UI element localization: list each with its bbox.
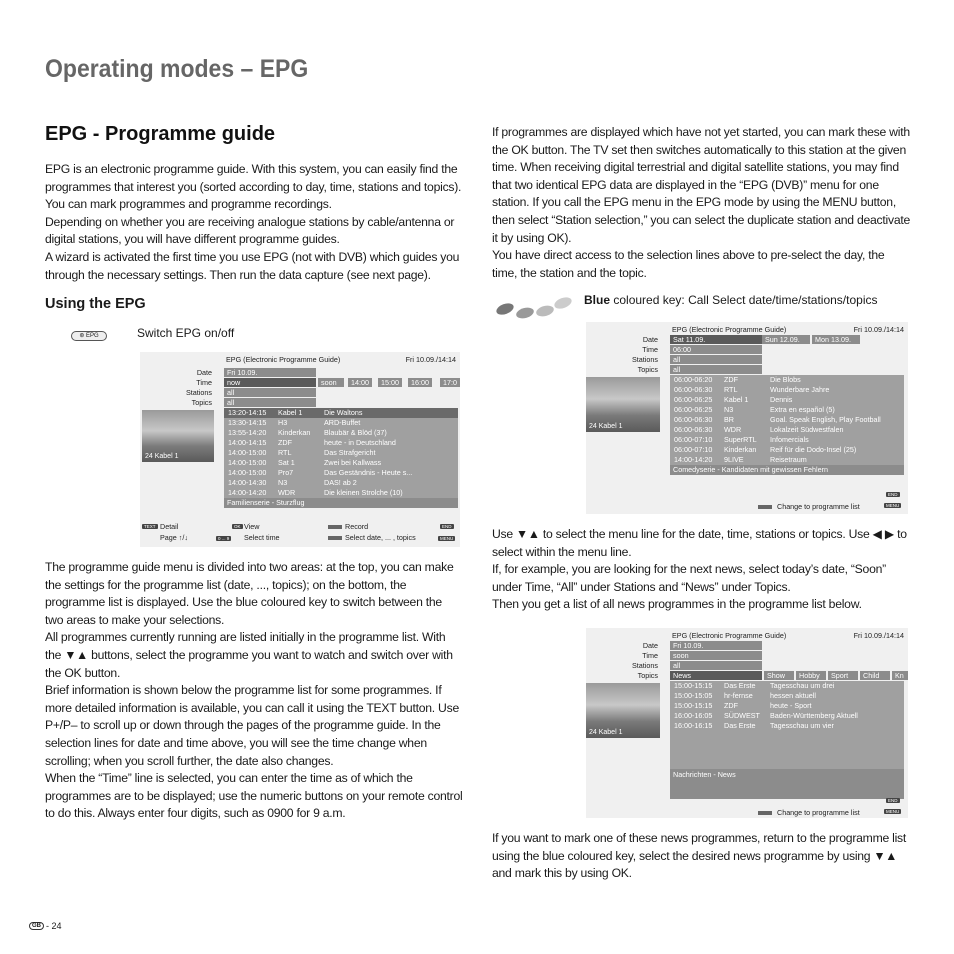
label-time: Time [642,345,658,354]
switch-text: Switch EPG on/off [137,326,235,340]
programme-row[interactable] [224,428,458,438]
footer-view: View [244,522,260,531]
programme-cell: 06:00-06:30 [674,415,713,424]
date-field[interactable]: Fri 10.09. [670,641,762,650]
right-body-bottom: If you want to mark one of these news programmes, return to the programme list using the blue coloured key, select the desired news programme by using ▼▲ and mark this by using OK. [492,831,907,881]
topic-option[interactable]: Hobby [796,671,826,680]
programme-cell: 15:00-15:15 [674,681,713,690]
right-para-1: If programmes are displayed which have not yet started, you can mark these with the OK button. The TV set then switches automatically to this station at the given time. When receiving digital terrestrial and digital satellite stations, you may find that two identical EPG data are displayed in the “EPG (DVB)” menu for one station. If you call the EPG menu in the EPG mode by using the MENU button, then select “Station selection,” you can select the duplicate station and deactivate it by using OK). [492,125,911,245]
programme-cell: 13:20-14:15 [228,408,267,417]
programme-cell: 9LIVE [724,455,744,464]
blue-key-icon [328,536,342,540]
programme-row[interactable] [670,415,904,425]
right-para-4: If, for example, you are looking for the next news, select today’s date, “Soon” under Time, “All” under Stations and “News” under Topics. [492,562,886,594]
info-line: Nachrichten - News [670,769,904,799]
menu-key-icon: MENU [440,536,454,541]
programme-cell: 14:00-14:30 [228,478,267,487]
thumb-label: 24 Kabel 1 [589,423,623,430]
thumb-label: 24 Kabel 1 [589,729,623,736]
epg-screen-1 [140,352,460,547]
topics-field[interactable]: all [224,398,316,407]
blue-key-icon [758,811,772,815]
time-field[interactable]: 06:00 [670,345,762,354]
left-para-3: Brief information is shown below the programme list for some programmes. If more detailed information is available, you can call it using the TEXT button. Use P+/P– to scroll up or down through the pages of the programme guide. In the selection lines for date and time above, you will see the time change when scrolling; when you scroll further, the date also changes. [45,683,459,768]
programme-cell: Kinderkan [724,445,757,454]
programme-row[interactable] [670,435,904,445]
label-topics: Topics [637,671,658,680]
epg-key-icon: ⊛ EPG [71,331,107,341]
programme-cell: Lokalzeit Südwestfalen [770,425,844,434]
topic-option[interactable]: Show [764,671,794,680]
programme-cell: 13:30-14:15 [228,418,267,427]
right-body-mid [492,526,912,614]
programme-cell: Dennis [770,395,793,404]
programme-cell: hessen aktuell [770,691,816,700]
programme-row[interactable] [224,438,458,448]
label-stations: Stations [632,355,658,364]
time-option[interactable]: 17:0 [440,378,460,387]
label-stations: Stations [632,661,658,670]
topics-field[interactable]: News [670,671,762,680]
programme-cell: 06:00-07:10 [674,435,713,444]
topics-field[interactable]: all [670,365,762,374]
programme-row[interactable] [670,681,904,691]
label-topics: Topics [191,398,212,407]
time-option[interactable]: 15:00 [378,378,402,387]
page-num-text: - 24 [46,921,62,931]
footer-detail: Detail [160,522,179,531]
time-option[interactable]: 16:00 [408,378,432,387]
programme-cell: 14:00-14:15 [228,438,267,447]
label-date: Date [642,335,658,344]
left-para-2: All programmes currently running are listed initially in the programme list. With the ▼▲ buttons, select the programme you want to watch and switch over with the OK button. [45,630,453,680]
tv-thumbnail [586,683,660,738]
screen-datetime: Fri 10.09./14:14 [853,325,904,334]
programme-cell: N3 [278,478,288,487]
right-para-3: Use ▼▲ to select the menu line for the date, time, stations or topics. Use ◀ ▶ to select within the menu line. [492,527,907,559]
info-line: Familienserie - Sturzflug [224,498,458,508]
programme-cell: Infomercials [770,435,809,444]
programme-row[interactable] [224,468,458,478]
epg-screen-2 [586,322,908,514]
time-option[interactable]: soon [318,378,344,387]
programme-row[interactable] [224,448,458,458]
programme-cell: 06:00-06:25 [674,395,713,404]
footer-select-time: Select time [244,533,280,542]
end-key-icon: END [888,492,898,497]
programme-cell: Das Strafgericht [324,448,376,457]
programme-cell: ARD-Buffet [324,418,361,427]
thumb-label: 24 Kabel 1 [145,453,179,460]
programme-cell: 14:00-14:20 [674,455,713,464]
programme-cell: 06:00-06:30 [674,425,713,434]
programme-row[interactable] [670,375,904,385]
programme-cell: 14:00-15:00 [228,468,267,477]
remote-keys-icon [496,292,576,324]
programme-cell: 14:00-14:20 [228,488,267,497]
info-line: Comedyserie - Kandidaten mit gewissen Fehlern [670,465,904,475]
programme-cell: WDR [278,488,296,497]
programme-row[interactable] [670,445,904,455]
programme-cell: 16:00-16:05 [674,711,713,720]
programme-cell: Reif für die Dodo-Insel (25) [770,445,857,454]
label-time: Time [196,378,212,387]
programme-row[interactable] [224,418,458,428]
topic-option[interactable]: Child [860,671,890,680]
programme-cell: heute - in Deutschland [324,438,396,447]
programme-cell: Kinderkan [278,428,311,437]
programme-row[interactable] [670,395,904,405]
programme-cell: 06:00-06:25 [674,405,713,414]
programme-row[interactable] [224,478,458,488]
label-time: Time [642,651,658,660]
programme-cell: Das Erste [724,681,756,690]
programme-cell: 16:00-16:15 [674,721,713,730]
stations-field[interactable]: all [670,355,762,364]
end-key-icon: END [888,798,898,803]
ok-key-icon: OK [234,524,241,529]
label-date: Date [196,368,212,377]
intro-para-3: A wizard is activated the first time you use EPG (not with DVB) which guides you through the necessary settings. Then run the data capture (see next page). [45,249,460,282]
programme-cell: Reisetraum [770,455,807,464]
programme-cell: 15:00-15:05 [674,691,713,700]
programme-row[interactable] [670,455,904,465]
left-para-4: When the “Time” line is selected, you can enter the time as of which the programmes are to be displayed; use the numeric buttons on your remote control to do this. Always enter four digits, such as 0900 for 9 a.m. [45,771,463,821]
red-key-icon [328,525,342,529]
programme-cell: Tagesschau um drei [770,681,835,690]
programme-cell: Extra en español (5) [770,405,835,414]
programme-row[interactable] [224,458,458,468]
programme-cell: Zwei bei Kallwass [324,458,382,467]
programme-row[interactable] [670,721,904,731]
label-stations: Stations [186,388,212,397]
programme-row[interactable] [670,711,904,721]
topic-option[interactable]: Kn [892,671,908,680]
text-key-icon: TEXT [144,524,156,529]
topic-option[interactable]: Sport [828,671,858,680]
right-body-top [492,124,912,282]
programme-cell: 06:00-07:10 [674,445,713,454]
programme-cell: 14:00-15:00 [228,448,267,457]
section-title: EPG - Programme guide [45,123,276,145]
intro-text [45,161,463,284]
subsection-title: Using the EPG [45,296,146,312]
programme-cell: DAS! ab 2 [324,478,357,487]
programme-cell: ZDF [724,701,738,710]
programme-cell: SÜDWEST [724,711,760,720]
stations-field[interactable]: all [670,661,762,670]
label-topics: Topics [637,365,658,374]
programme-cell: WDR [724,425,742,434]
programme-cell: 14:00-15:00 [228,458,267,467]
tv-thumbnail [142,410,214,462]
programme-cell: N3 [724,405,734,414]
programme-cell: 06:00-06:30 [674,385,713,394]
footer-record: Record [345,522,369,531]
programme-cell: Kabel 1 [278,408,303,417]
country-badge: GB [29,922,44,930]
programme-cell: Wunderbare Jahre [770,385,830,394]
screen-title: EPG (Electronic Programme Guide) [226,355,341,364]
programme-row[interactable] [224,408,458,418]
programme-cell: ZDF [278,438,292,447]
programme-cell: SuperRTL [724,435,757,444]
footer-change: Change to programme list [777,808,860,817]
programme-cell: Das Erste [724,721,756,730]
right-para-2: You have direct access to the selection lines above to pre-select the day, the time, the station and the topic. [492,248,885,280]
left-body [45,559,463,823]
programme-cell: 13:55-14:20 [228,428,267,437]
programme-row[interactable] [670,425,904,435]
programme-cell: Blaubär & Blöd (37) [324,428,387,437]
programme-cell: Baden-Württemberg Aktuell [770,711,858,720]
programme-cell: H3 [278,418,288,427]
date-field[interactable]: Fri 10.09. [224,368,316,377]
programme-cell: RTL [724,385,738,394]
programme-cell: 06:00-06:20 [674,375,713,384]
programme-cell: ZDF [724,375,738,384]
programme-cell: Goal. Speak English, Play Football [770,415,881,424]
num-key-icon: 0 ... 9 [218,536,230,541]
end-key-icon: END [442,524,452,529]
programme-cell: hr-fernse [724,691,753,700]
programme-cell: 15:00-15:15 [674,701,713,710]
programme-cell: Kabel 1 [724,395,749,404]
programme-row[interactable] [670,385,904,395]
programme-cell: Das Geständnis - Heute s... [324,468,413,477]
programme-row[interactable] [670,701,904,711]
time-option[interactable]: 14:00 [348,378,372,387]
footer-change: Change to programme list [777,502,860,511]
programme-cell: heute - Sport [770,701,812,710]
programme-row[interactable] [670,691,904,701]
programme-cell: Die kleinen Strolche (10) [324,488,403,497]
programme-cell: Die Blobs [770,375,801,384]
programme-list [224,408,458,498]
programme-row[interactable] [670,405,904,415]
right-para-5: Then you get a list of all news programmes in the programme list below. [492,597,862,612]
date-option[interactable]: Sun 12.09. [762,335,810,344]
tv-thumbnail [586,377,660,432]
blue-word: Blue [584,293,611,307]
programme-cell: Pro7 [278,468,294,477]
time-field[interactable]: soon [670,651,762,660]
menu-key-icon: MENU [886,809,900,814]
programme-cell: Tagesschau um vier [770,721,834,730]
screen-title: EPG (Electronic Programme Guide) [672,325,787,334]
programme-cell: RTL [278,448,292,457]
page-number [29,921,62,931]
screen-datetime: Fri 10.09./14:14 [405,355,456,364]
blue-key-icon [758,505,772,509]
screen-title: EPG (Electronic Programme Guide) [672,631,787,640]
footer-page: Page ↑/↓ [160,533,188,542]
intro-para-2: Depending on whether you are receiving analogue stations by cable/antenna or digital stations, you will have different programme guides. [45,214,455,247]
page-title: Operating modes – EPG [45,55,309,83]
footer-select-date: Select date, ... , topics [345,533,416,542]
blue-key-text [584,293,878,307]
intro-para-1: EPG is an electronic programme guide. With this system, you can easily find the programmes that interest you (sorted according to day, time, stations and topics). You can mark programmes and programme recordings. [45,162,462,212]
programme-list [670,375,904,465]
programme-list [670,681,904,769]
stations-field[interactable]: all [224,388,316,397]
date-field[interactable]: Sat 11.09. [670,335,762,344]
programme-row[interactable] [224,488,458,498]
date-option[interactable]: Mon 13.09. [812,335,860,344]
programme-cell: Sat 1 [278,458,295,467]
blue-line-text: coloured key: Call Select date/time/stations/topics [613,293,878,307]
time-field[interactable]: now [224,378,316,387]
programme-cell: Die Waltons [324,408,363,417]
screen-datetime: Fri 10.09./14:14 [853,631,904,640]
programme-cell: BR [724,415,734,424]
epg-screen-3 [586,628,908,818]
left-para-1: The programme guide menu is divided into two areas: at the top, you can make the settings for the programme list (date, ..., topics); on the bottom, the programme list is displayed. Use the blue coloured key to switch between the two areas to make your selections. [45,560,454,627]
label-date: Date [642,641,658,650]
menu-key-icon: MENU [886,503,900,508]
